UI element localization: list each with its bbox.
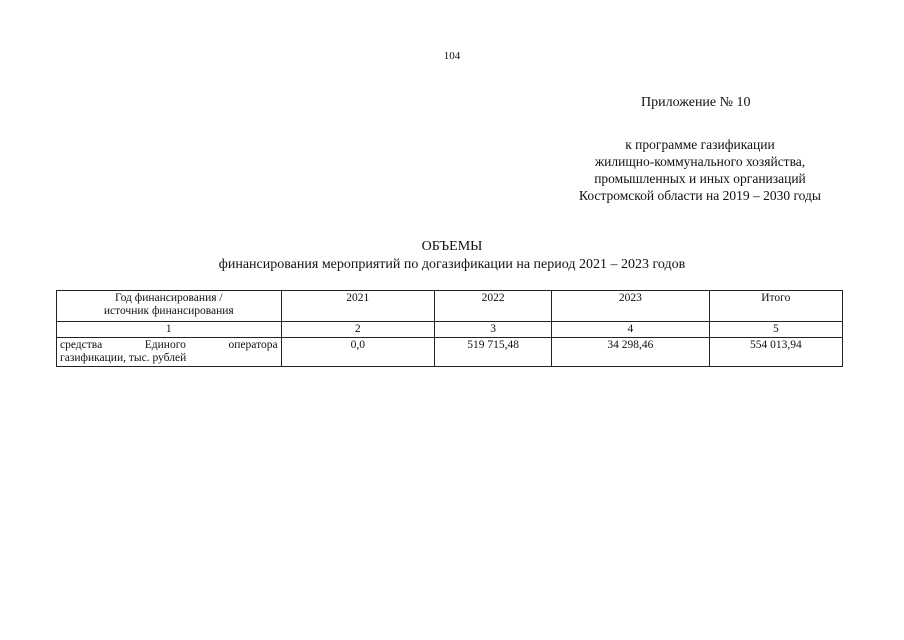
header-cell-2021: 2021: [281, 291, 434, 322]
column-number: 2: [281, 322, 434, 338]
value-2023: 34 298,46: [552, 338, 709, 367]
appendix-title: Приложение № 10: [641, 95, 751, 110]
row-label-word: оператора: [228, 339, 278, 351]
row-label-word: Единого: [144, 339, 186, 351]
table-row: [57, 338, 843, 367]
heading-subtitle: финансирования мероприятий по догазификации на период 2021 – 2023 годов: [218, 257, 686, 272]
header-cell-2023: 2023: [552, 291, 709, 322]
header-cell-total: Итого: [709, 291, 842, 322]
header-cell-line: источник финансирования: [103, 305, 234, 317]
table-number-row: [57, 322, 843, 338]
value-total: 554 013,94: [709, 338, 842, 367]
header-cell-line: Год финансирования /: [114, 292, 223, 304]
column-number: 5: [709, 322, 842, 338]
row-label-line: [60, 339, 278, 352]
row-label-word: средства: [60, 339, 103, 351]
appendix-line: Костромской области на 2019 – 2030 годы: [579, 188, 821, 203]
appendix-line: к программе газификации: [625, 137, 775, 152]
row-label-line: газификации, тыс. рублей: [60, 352, 187, 364]
column-number: 1: [57, 322, 282, 338]
value-2022: 519 715,48: [434, 338, 551, 367]
table-header-row: [57, 291, 843, 322]
appendix-subtitle: [545, 136, 855, 204]
column-number: 4: [552, 322, 709, 338]
funding-table: [56, 290, 843, 367]
page-number: 104: [443, 50, 461, 62]
header-cell-2022: 2022: [434, 291, 551, 322]
row-label-cell: [57, 338, 282, 367]
value-2021: 0,0: [281, 338, 434, 367]
appendix-line: промышленных и иных организаций: [594, 171, 806, 186]
column-number: 3: [434, 322, 551, 338]
document-heading: [0, 238, 904, 274]
appendix-line: жилищно-коммунального хозяйства,: [594, 154, 806, 169]
heading-title: ОБЪЕМЫ: [421, 239, 483, 254]
header-cell-year-source: [57, 291, 282, 322]
